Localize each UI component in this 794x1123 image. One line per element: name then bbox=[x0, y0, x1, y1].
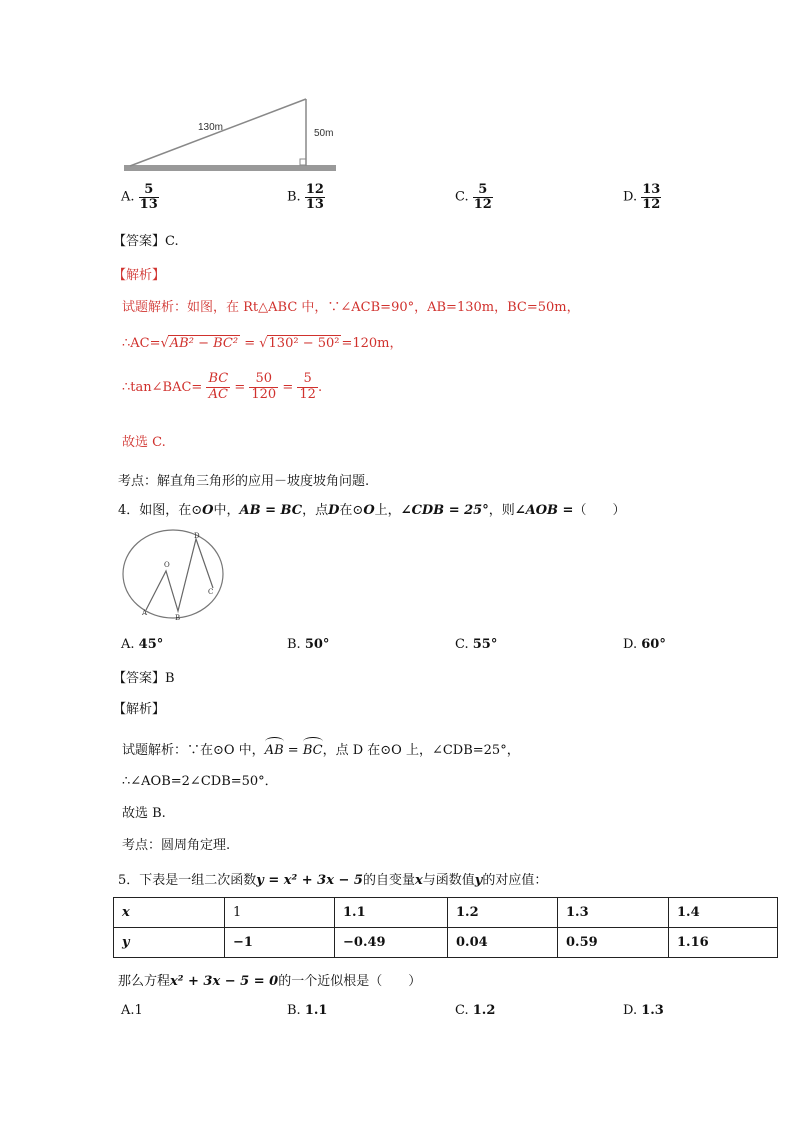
q4-option-c[interactable]: C. 55° bbox=[455, 637, 498, 652]
leg-label: 50m bbox=[314, 128, 334, 139]
circle-figure bbox=[118, 526, 230, 626]
q5-option-a[interactable]: A.1 bbox=[121, 1003, 143, 1018]
q4-option-a[interactable]: A. 45° bbox=[121, 637, 164, 652]
slope-triangle-figure bbox=[120, 92, 340, 174]
q3-option-d[interactable]: D. $\frac{13}{12}$ bbox=[623, 182, 661, 212]
q5-option-b[interactable]: B. 1.1 bbox=[287, 1003, 328, 1018]
q4-analysis-line1: 试题解析：∵在⊙O 中，AB = BC，点 D 在⊙O 上，∠CDB=25°， bbox=[122, 737, 520, 758]
q5-option-d[interactable]: D. 1.3 bbox=[623, 1003, 664, 1018]
ground-strip bbox=[124, 165, 336, 171]
q4-choose: 故选 B. bbox=[122, 806, 166, 821]
q3-analysis-label: 【解析】 bbox=[113, 268, 166, 283]
value-table bbox=[113, 897, 778, 958]
q3-kaodian: 考点：解直角三角形的应用－坡度坡角问题. bbox=[118, 474, 370, 489]
hypotenuse-label: 130m bbox=[198, 122, 224, 133]
q3-option-c[interactable]: C. $\frac{5}{12}$ bbox=[455, 182, 492, 212]
point-c-label: C bbox=[208, 588, 214, 596]
table-row: y −1 −0.49 0.04 0.59 1.16 bbox=[114, 928, 778, 958]
chord-lines bbox=[146, 539, 213, 611]
q3-answer: 【答案】C. bbox=[113, 234, 179, 249]
q3-tan-line: ∴tan∠BAC= $\frac{BC}{AC}$ = $\frac{50}{120}$ = $\frac{5}{12}$ . bbox=[122, 371, 323, 402]
q3-option-a[interactable]: A. $\frac{5}{13}$ bbox=[121, 182, 158, 212]
q3-option-b[interactable]: B. $\frac{12}{13}$ bbox=[287, 182, 324, 212]
q5-option-c[interactable]: C. 1.2 bbox=[455, 1003, 496, 1018]
q3-ac-line: ∴AC=√AB² − BC² = √130² − 50² =120m， bbox=[122, 336, 403, 351]
q4-option-d[interactable]: D. 60° bbox=[623, 637, 666, 652]
q4-option-b[interactable]: B. 50° bbox=[287, 637, 330, 652]
q5-stem: 5．下表是一组二次函数y = x² + 3x − 5的自变量x与函数值y的对应值： bbox=[118, 873, 548, 888]
point-a-label: A bbox=[142, 609, 148, 617]
point-b-label: B bbox=[175, 614, 181, 622]
q4-stem: 4．如图，在⊙O中，AB = BC，点D在⊙O上，∠CDB = 25°，则∠AOB =（ ） bbox=[118, 503, 626, 518]
q3-analysis-line1: 试题解析：如图，在 Rt△ABC 中，∵∠ACB=90°，AB=130m，BC=50m， bbox=[122, 300, 580, 315]
right-angle-mark bbox=[300, 159, 306, 165]
q5-question: 那么方程x² + 3x − 5 = 0的一个近似根是（ ） bbox=[118, 974, 422, 989]
table-row: x 1 1.1 1.2 1.3 1.4 bbox=[114, 898, 778, 928]
q3-choose: 故选 C. bbox=[122, 435, 166, 450]
point-d-label: D bbox=[194, 532, 200, 540]
q4-analysis-line2: ∴∠AOB=2∠CDB=50°． bbox=[122, 774, 278, 789]
q4-answer: 【答案】B bbox=[113, 671, 175, 686]
q4-analysis-label: 【解析】 bbox=[113, 702, 166, 717]
point-o-label: O bbox=[164, 561, 170, 569]
q4-kaodian: 考点：圆周角定理. bbox=[122, 838, 231, 853]
